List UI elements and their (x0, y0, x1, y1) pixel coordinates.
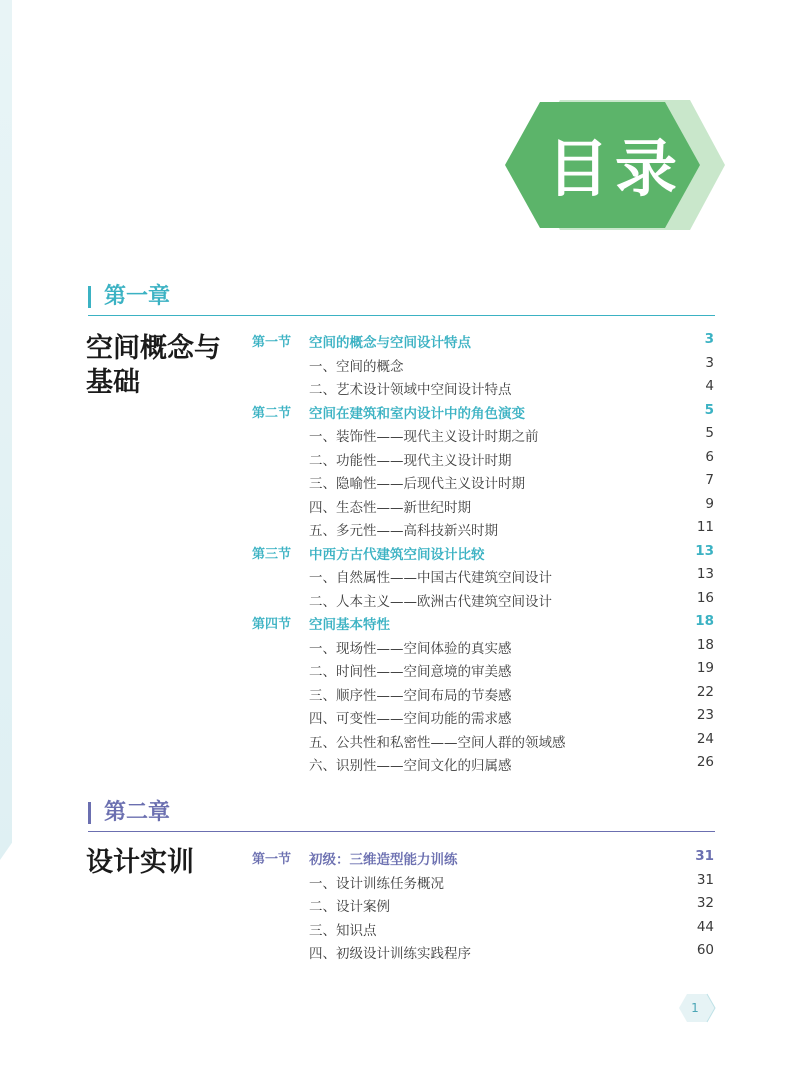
item-title: 一、现场性——空间体验的真实感 (309, 640, 512, 657)
toc-item[interactable] (252, 422, 714, 446)
toc-item[interactable] (252, 352, 714, 376)
toc-item[interactable] (252, 634, 714, 658)
item-page: 3 (705, 354, 714, 371)
item-title: 六、识别性——空间文化的归属感 (309, 758, 512, 774)
item-title: 三、知识点 (309, 922, 377, 939)
section-page: 13 (695, 542, 714, 559)
toc-item[interactable] (252, 469, 714, 493)
page-title: 目录 (546, 131, 683, 205)
item-title: 二、时间性——空间意境的审美感 (309, 664, 512, 680)
item-page: 24 (696, 730, 714, 747)
chapter-1-title-line1: 空间概念与 (86, 333, 221, 364)
item-page: 16 (696, 589, 714, 606)
chapter-1-title-line2: 基础 (86, 367, 140, 398)
chapter-1-rule (88, 315, 715, 316)
item-title: 一、空间的概念 (309, 358, 404, 375)
toc-item[interactable] (252, 869, 714, 893)
section-number: 第二节 (252, 405, 292, 421)
item-page: 18 (696, 636, 714, 653)
item-page: 22 (696, 683, 714, 700)
chapter-1-label: 第一章 (104, 284, 171, 309)
item-page: 19 (696, 660, 714, 676)
item-title: 五、多元性——高科技新兴时期 (309, 523, 498, 539)
toc-item[interactable] (252, 704, 714, 728)
item-page: 60 (696, 942, 714, 958)
item-page: 7 (705, 472, 714, 488)
chapter-1-toc-list (252, 328, 714, 775)
item-title: 三、隐喻性——后现代主义设计时期 (309, 476, 525, 492)
section-page: 5 (704, 401, 714, 418)
chapter-1-bar (88, 286, 91, 308)
toc-section[interactable] (252, 399, 714, 423)
item-title: 四、生态性——新世纪时期 (309, 499, 471, 516)
section-number: 第四节 (252, 617, 292, 632)
toc-section[interactable] (252, 845, 714, 869)
section-title: 初级：三维造型能力训练 (309, 852, 458, 868)
toc-item[interactable] (252, 751, 714, 775)
toc-item[interactable] (252, 892, 714, 916)
toc-item[interactable] (252, 657, 714, 681)
toc-item[interactable] (252, 587, 714, 611)
toc-item[interactable] (252, 728, 714, 752)
chapter-2-title-line1: 设计实训 (86, 847, 194, 878)
item-title: 四、可变性——空间功能的需求感 (309, 711, 512, 727)
item-title: 二、设计案例 (309, 899, 390, 915)
section-page: 18 (695, 613, 714, 629)
toc-item[interactable] (252, 375, 714, 399)
toc-section[interactable] (252, 540, 714, 564)
toc-item[interactable] (252, 681, 714, 705)
item-page: 26 (696, 754, 714, 770)
chapter-1-header (88, 282, 715, 316)
chapter-2-header (88, 798, 715, 832)
item-page: 5 (705, 425, 714, 441)
item-title: 一、装饰性——现代主义设计时期之前 (309, 429, 539, 445)
chapter-2-label: 第二章 (104, 800, 171, 825)
section-title: 空间基本特性 (309, 617, 390, 633)
item-page: 9 (705, 495, 714, 512)
section-page: 3 (704, 331, 714, 347)
item-title: 一、自然属性——中国古代建筑空间设计 (309, 570, 552, 586)
item-title: 二、艺术设计领域中空间设计特点 (309, 382, 512, 398)
toc-item[interactable] (252, 493, 714, 517)
item-page: 32 (696, 895, 714, 911)
item-page: 31 (696, 871, 714, 888)
toc-item[interactable] (252, 446, 714, 470)
item-title: 四、初级设计训练实践程序 (309, 946, 471, 962)
chapter-2-rule (88, 831, 715, 832)
toc-item[interactable] (252, 939, 714, 963)
toc-section[interactable] (252, 610, 714, 634)
section-title: 空间的概念与空间设计特点 (309, 335, 471, 351)
section-number: 第三节 (252, 546, 292, 562)
item-page: 6 (705, 448, 714, 465)
chapter-2-title (86, 846, 256, 880)
item-title: 三、顺序性——空间布局的节奏感 (309, 687, 512, 704)
item-title: 一、设计训练任务概况 (309, 875, 444, 892)
item-page: 11 (696, 519, 714, 535)
item-page: 4 (705, 378, 714, 394)
chapter-2-toc-list (252, 845, 714, 963)
toc-item[interactable] (252, 916, 714, 940)
section-number: 第一节 (252, 335, 292, 350)
item-title: 二、人本主义——欧洲古代建筑空间设计 (309, 593, 552, 610)
chapter-2-bar (88, 802, 91, 824)
toc-section[interactable] (252, 328, 714, 352)
section-number: 第一节 (252, 852, 292, 867)
page-number: 1 (691, 1001, 699, 1015)
item-page: 13 (696, 566, 714, 582)
item-title: 二、功能性——现代主义设计时期 (309, 452, 512, 469)
section-title: 中西方古代建筑空间设计比较 (309, 546, 485, 563)
item-page: 23 (696, 707, 714, 723)
section-title: 空间在建筑和室内设计中的角色演变 (309, 405, 525, 422)
item-title: 五、公共性和私密性——空间人群的领域感 (309, 734, 566, 751)
chapter-1-title (86, 332, 256, 400)
section-page: 31 (695, 848, 714, 864)
toc-item[interactable] (252, 563, 714, 587)
item-page: 44 (696, 918, 714, 935)
left-decorative-strip (0, 0, 12, 860)
page-number-badge (677, 993, 717, 1023)
toc-item[interactable] (252, 516, 714, 540)
